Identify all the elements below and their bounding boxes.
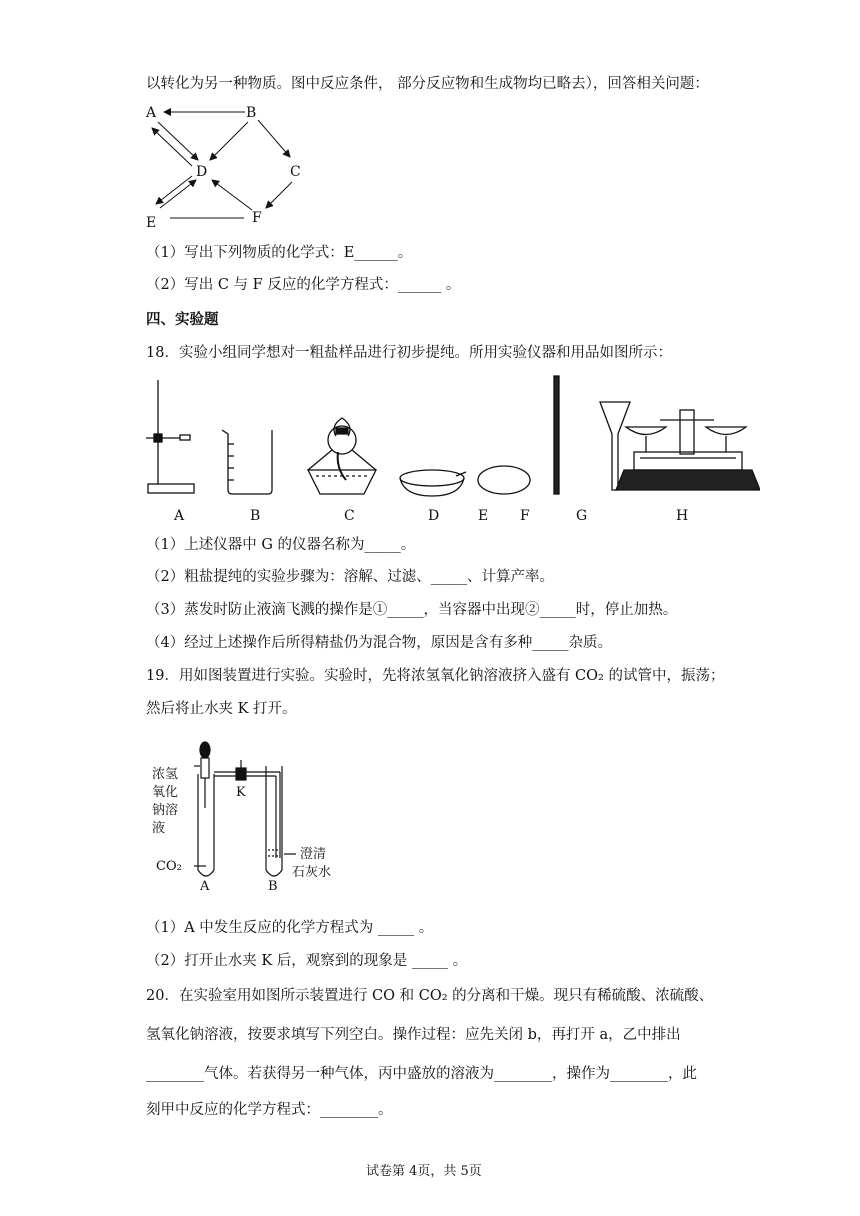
naoh-label-3: 钠溶 <box>152 803 179 818</box>
co2-apparatus-figure <box>150 738 370 898</box>
label-f: F <box>520 508 530 524</box>
q18-part2: （2）粗盐提纯的实验步骤为：溶解、过滤、_____、计算产率。 <box>146 569 554 585</box>
alcohol-lamp-icon <box>308 418 376 494</box>
tube-b-label: B <box>268 879 278 894</box>
label-a: A <box>174 508 185 524</box>
q20-line2: 氢氧化钠溶液，按要求填写下列空白。操作过程：应先关闭 b，再打开 a，乙中排出 <box>146 1027 681 1043</box>
arrow-d-to-a <box>152 128 192 166</box>
q18-stem: 18．实验小组同学想对一粗盐样品进行初步提纯。所用实验仪器和用品如图所示： <box>146 345 672 361</box>
beaker-icon <box>222 430 272 494</box>
q18-part3: （3）蒸发时防止液滴飞溅的操作是①_____，当容器中出现②_____时，停止加热。 <box>146 602 678 618</box>
node-b: B <box>246 105 257 121</box>
intro-line: 以转化为另一种物质。图中反应条件， 部分反应物和生成物均已略去），回答相关问题： <box>146 76 709 92</box>
arrow-b-to-d <box>210 122 248 160</box>
tube-a-label: A <box>200 879 210 894</box>
label-c: C <box>344 508 355 524</box>
clip-k-label: K <box>236 785 246 800</box>
lime-label-1: 澄清 <box>300 847 327 862</box>
node-a: A <box>146 105 157 121</box>
glass-rod-icon <box>554 376 559 494</box>
node-d: D <box>196 164 208 180</box>
naoh-label-4: 液 <box>152 821 166 836</box>
q19-stem-line1: 19．用如图装置进行实验。实验时，先将浓氢氧化钠溶液挤入盛有 CO₂ 的试管中，振荡； <box>146 668 725 684</box>
lime-label-2: 石灰水 <box>292 865 332 880</box>
q20-line3: ________气体。若获得另一种气体，丙中盛放的溶液为________，操作为________，此 <box>146 1066 697 1082</box>
co2-label: CO₂ <box>156 859 182 874</box>
q17-part2: （2）写出 C 与 F 反应的化学方程式：______ 。 <box>146 277 461 293</box>
q19-stem-line2: 然后将止水夹 K 打开。 <box>146 701 297 717</box>
conversion-diagram <box>140 100 320 235</box>
apparatus-figure <box>140 372 760 527</box>
label-g: G <box>576 508 588 524</box>
arrow-a-to-d <box>158 122 198 160</box>
arrow-c-to-f <box>266 182 292 208</box>
balance-icon <box>616 410 760 490</box>
q19-part2: （2）打开止水夹 K 后，观察到的现象是 _____ 。 <box>146 953 468 969</box>
page-footer: 试卷第 4页，共 5页 <box>366 1164 482 1179</box>
evaporating-dish-icon <box>400 470 466 496</box>
node-c: C <box>290 164 301 180</box>
arrow-e-to-d <box>160 180 196 208</box>
arrow-b-to-c <box>258 120 290 157</box>
node-e: E <box>146 215 157 231</box>
q18-part4: （4）经过上述操作后所得精盐仍为混合物，原因是含有多种_____杂质。 <box>146 635 612 651</box>
node-f: F <box>252 210 262 226</box>
arrow-d-to-e <box>156 176 192 204</box>
q20-line4: 刻甲中反应的化学方程式：________。 <box>146 1102 393 1118</box>
iron-stand-icon <box>146 380 194 493</box>
q19-part1: （1）A 中发生反应的化学方程式为 _____ 。 <box>146 920 434 936</box>
label-b: B <box>250 508 261 524</box>
label-d: D <box>428 508 440 524</box>
filter-paper-icon <box>478 466 530 494</box>
section-heading: 四、实验题 <box>146 311 219 328</box>
q20-line1: 20．在实验室用如图所示装置进行 CO 和 CO₂ 的分离和干燥。现只有稀硫酸、浓硫酸、 <box>146 988 714 1004</box>
label-e: E <box>478 508 489 524</box>
q17-part1: （1）写出下列物质的化学式：E______。 <box>146 245 413 261</box>
naoh-label-1: 浓氢 <box>152 767 179 782</box>
q18-part1: （1）上述仪器中 G 的仪器名称为_____。 <box>146 537 416 553</box>
arrow-f-to-d <box>212 180 252 210</box>
label-h: H <box>676 508 689 524</box>
naoh-label-2: 氧化 <box>152 785 179 800</box>
